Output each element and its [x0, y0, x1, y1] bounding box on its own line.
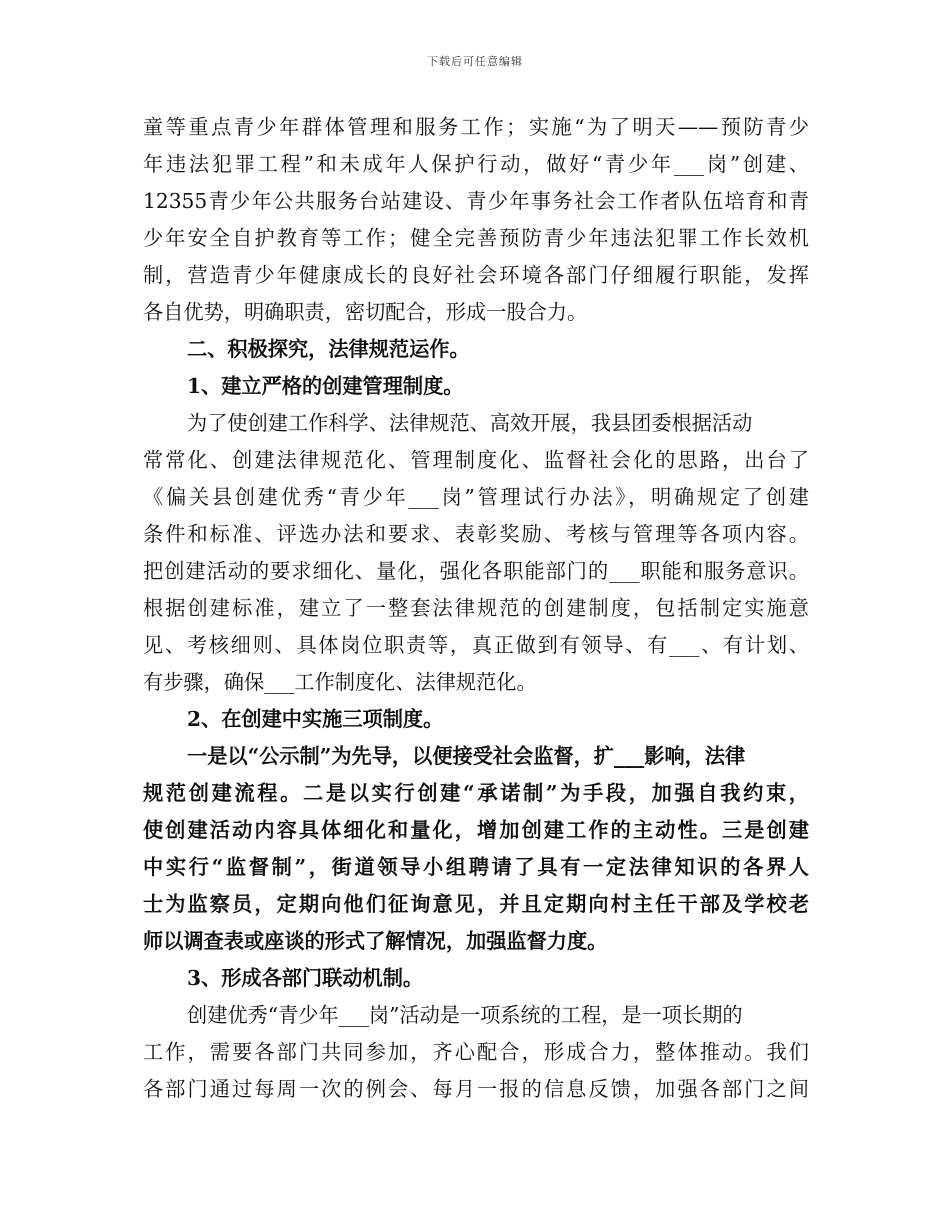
- page-header: 下载后可任意编辑: [427, 55, 523, 68]
- text-line: 工作，需要各部门共同参加，齐心配合，形成合力，整体推动。我们: [143, 1040, 809, 1064]
- text-line: 士为监察员，定期向他们征询意见，并且定期向村主任干部及学校老: [143, 892, 809, 916]
- subsection-heading: 1、建立严格的创建管理制度。: [187, 374, 464, 398]
- text-line: 少年安全自护教育等工作；健全完善预防青少年违法犯罪工作长效机: [143, 226, 809, 250]
- text-line: 条件和标准、评选办法和要求、表彰奖励、考核与管理等各项内容。: [143, 522, 809, 546]
- text-line: 根据创建标准，建立了一整套法律规范的创建制度，包括制定实施意: [143, 596, 809, 620]
- text-line: 制，营造青少年健康成长的良好社会环境各部门仔细履行职能，发挥: [143, 263, 809, 287]
- text-line: 童等重点青少年群体管理和服务工作；实施“为了明天——预防青少: [143, 115, 809, 139]
- subsection-heading: 3、形成各部门联动机制。: [187, 966, 424, 990]
- text-line: 常常化、创建法律规范化、管理制度化、监督社会化的思路，出台了: [143, 448, 809, 472]
- text-line: 一是以“公示制”为先导，以便接受社会监督，扩___影响，法律: [187, 744, 746, 768]
- text-line: 12355青少年公共服务台站建设、青少年事务社会工作者队伍培育和青: [143, 189, 809, 213]
- text-line: 各自优势，明确职责，密切配合，形成一股合力。: [143, 300, 588, 324]
- section-heading: 二、积极探究，法律规范运作。: [187, 337, 470, 361]
- text-line: 有步骤，确保___工作制度化、法律规范化。: [143, 670, 537, 694]
- text-line: 各部门通过每周一次的例会、每月一报的信息反馈，加强各部门之间: [143, 1077, 809, 1101]
- subsection-heading: 2、在创建中实施三项制度。: [187, 707, 444, 731]
- text-line: 师以调查表或座谈的形式了解情况，加强监督力度。: [143, 929, 608, 953]
- text-line: 为了使创建工作科学、法律规范、高效开展，我县团委根据活动: [187, 411, 753, 435]
- text-line: 规范创建流程。二是以实行创建“承诺制”为手段，加强自我约束，: [143, 781, 809, 805]
- text-line: 年违法犯罪工程”和未成年人保护行动，做好“青少年___岗”创建、: [143, 152, 809, 176]
- text-line: 《偏关县创建优秀“青少年___岗”管理试行办法》，明确规定了创建: [143, 485, 809, 509]
- text-line: 把创建活动的要求细化、量化，强化各职能部门的___职能和服务意识。: [143, 559, 809, 583]
- text-line: 创建优秀“青少年___岗”活动是一项系统的工程，是一项长期的: [187, 1003, 743, 1027]
- text-line: 见、考核细则、具体岗位职责等，真正做到有领导、有___、有计划、: [143, 633, 809, 657]
- text-line: 使创建活动内容具体细化和量化，增加创建工作的主动性。三是创建: [143, 818, 809, 842]
- text-line: 中实行“监督制”，街道领导小组聘请了具有一定法律知识的各界人: [143, 855, 809, 879]
